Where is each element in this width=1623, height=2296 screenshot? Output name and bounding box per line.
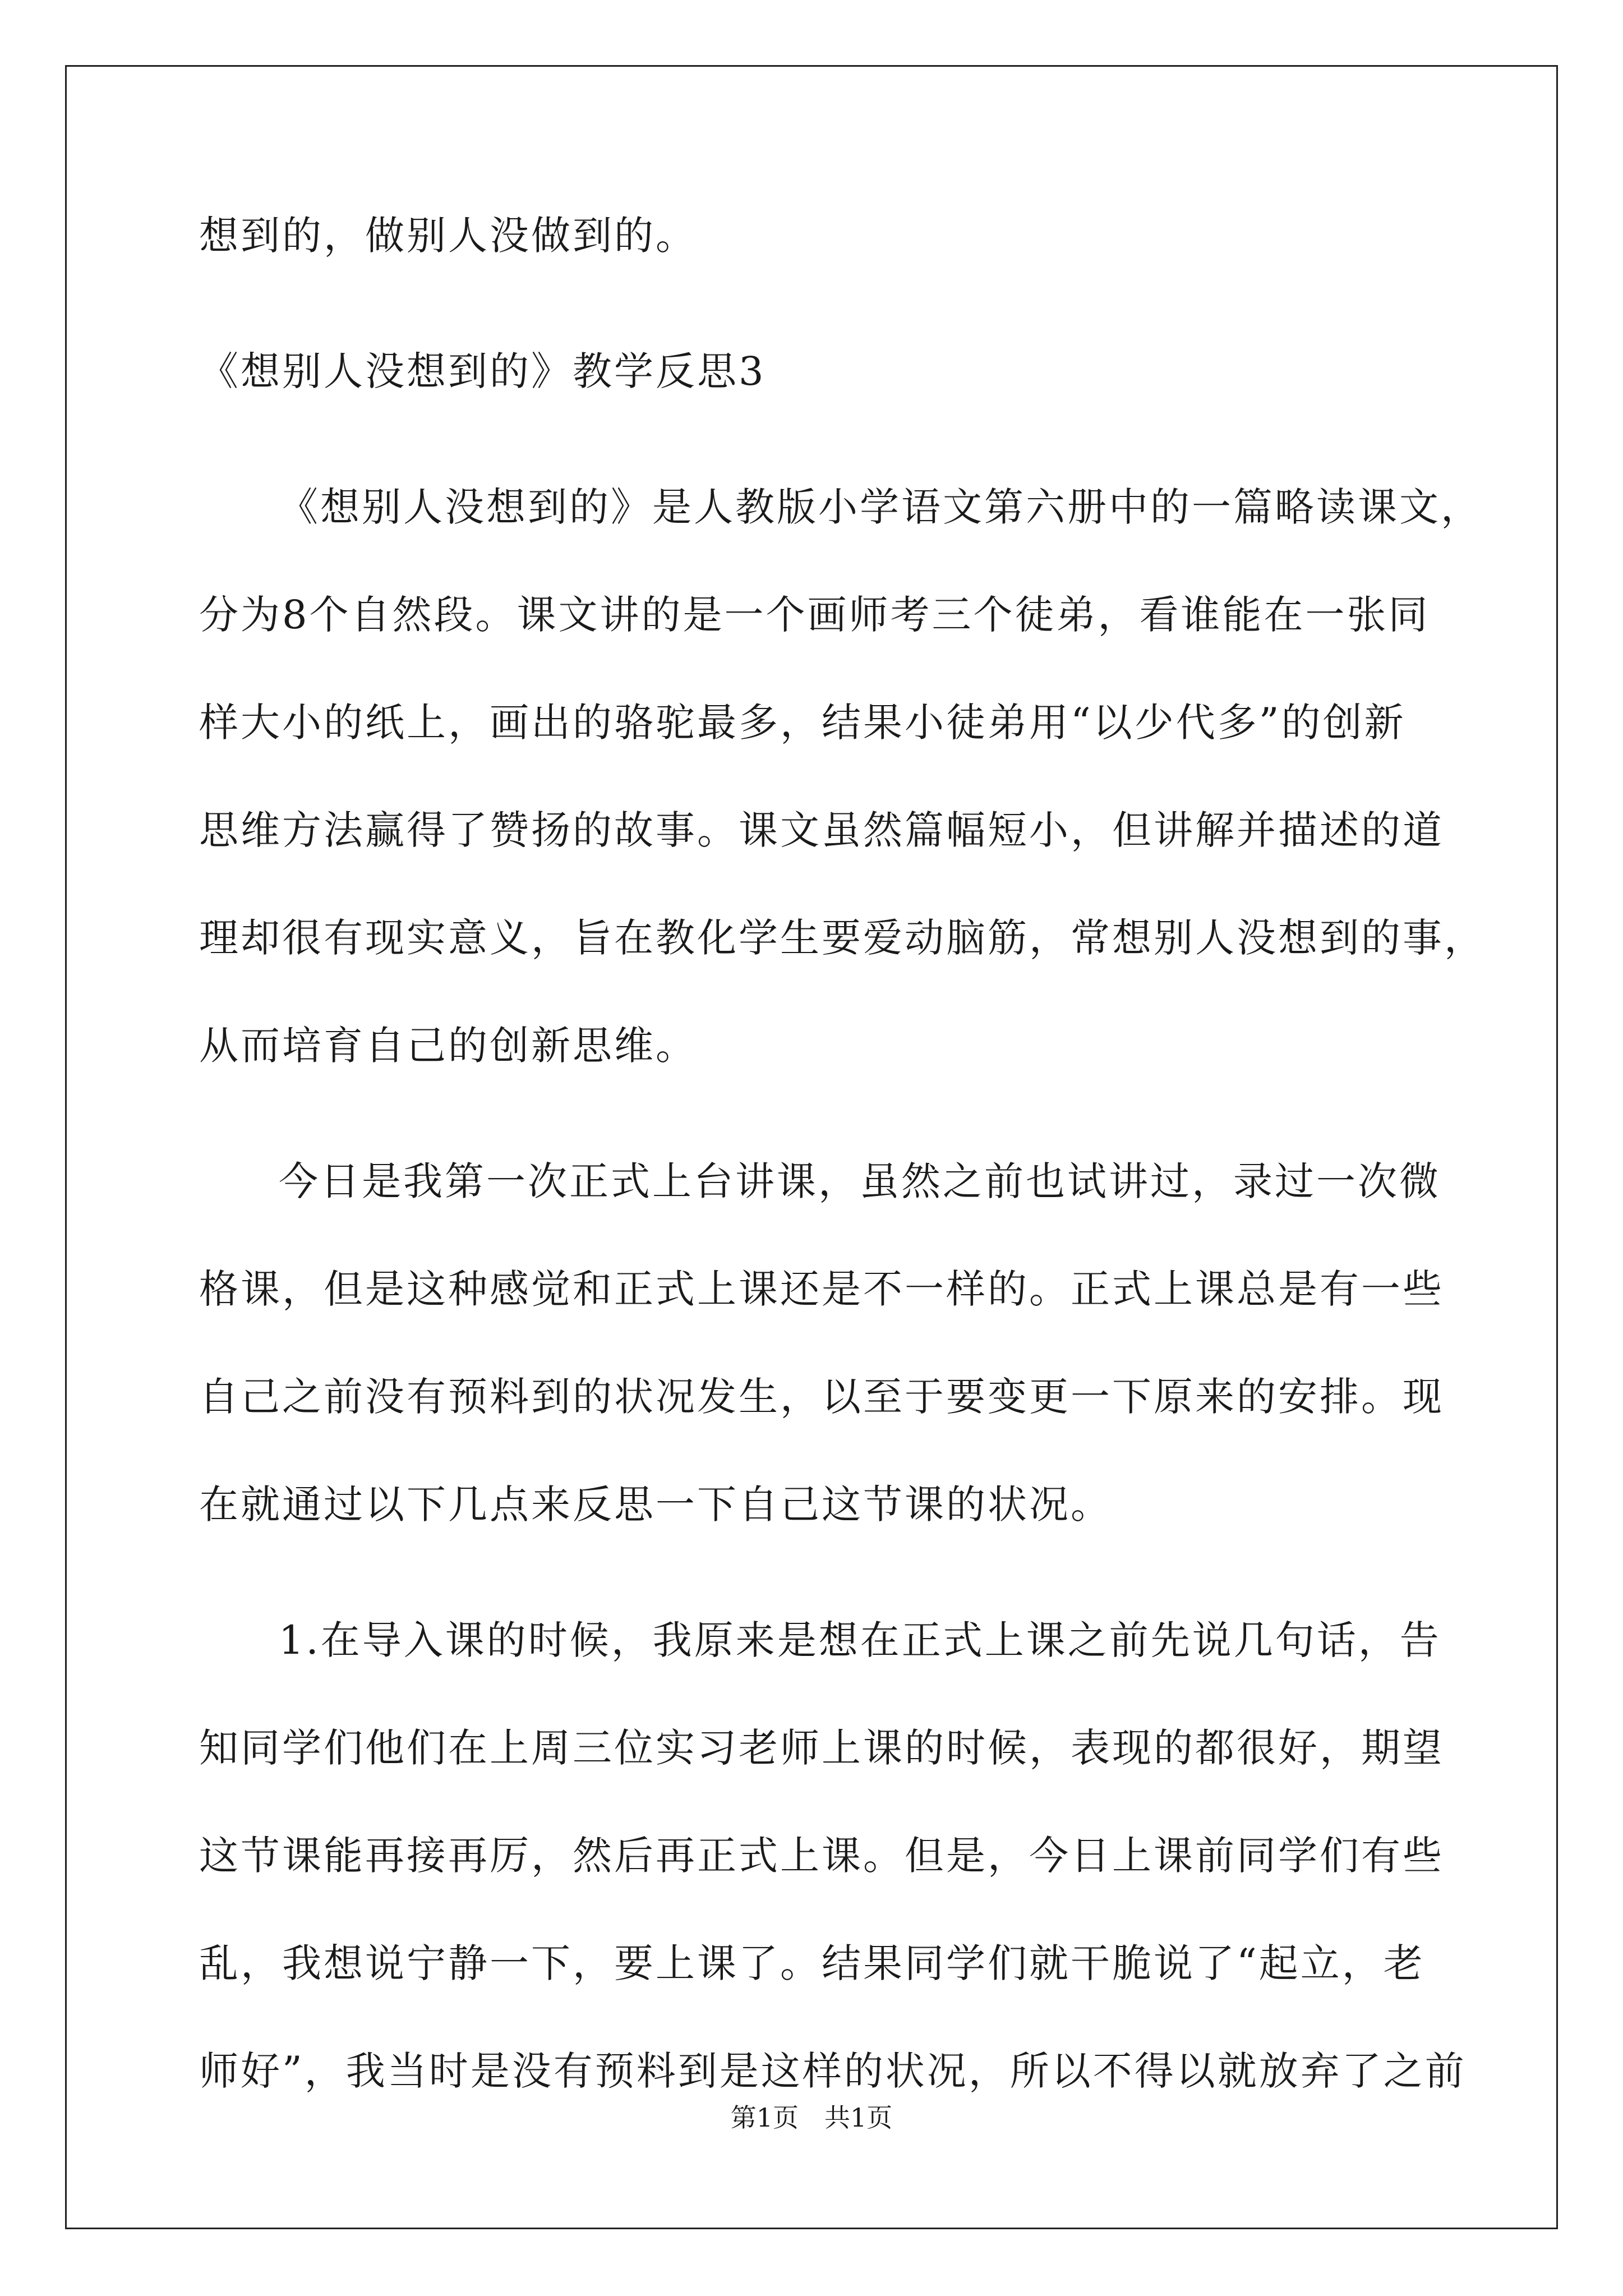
text-line: 从而培育自己的创新思维。: [199, 1023, 697, 1069]
text-line: 格课，但是这种感觉和正式上课还是不一样的。正式上课总是有一些: [199, 1266, 1444, 1312]
text-line: 《想别人没想到的》是人教版小学语文第六册中的一篇略读课文，: [279, 484, 1482, 530]
page-footer: 第1页 共1页: [730, 2102, 893, 2133]
text-line: 理却很有现实意义，旨在教化学生要爱动脑筋，常想别人没想到的事，: [199, 915, 1486, 961]
text-line: 师好”，我当时是没有预料到是这样的状况，所以不得以就放弃了之前: [199, 2048, 1467, 2094]
text-line: 分为8个自然段。课文讲的是一个画师考三个徒弟，看谁能在一张同: [199, 592, 1430, 638]
text-line: 在就通过以下几点来反思一下自己这节课的状况。: [199, 1481, 1112, 1527]
document-body: [199, 208, 1486, 2151]
text-line: 思维方法赢得了赞扬的故事。课文虽然篇幅短小，但讲解并描述的道: [199, 807, 1444, 853]
text-line: 样大小的纸上，画出的骆驼最多，结果小徒弟用“以少代多”的创新: [199, 700, 1406, 746]
text-line: 知同学们他们在上周三位实习老师上课的时候，表现的都很好，期望: [199, 1725, 1444, 1771]
text-line: 1.在导入课的时候，我原来是想在正式上课之前先说几句话，告: [279, 1617, 1441, 1663]
text-line: 今日是我第一次正式上台讲课，虽然之前也试讲过，录过一次微: [279, 1158, 1441, 1204]
text-line: 自己之前没有预料到的状况发生，以至于要变更一下原来的安排。现: [199, 1374, 1444, 1420]
text-line: 想到的，做别人没做到的。: [199, 213, 697, 259]
text-line: 这节课能再接再厉，然后再正式上课。但是，今日上课前同学们有些: [199, 1833, 1444, 1879]
text-line: 《想别人没想到的》教学反思3: [199, 348, 766, 394]
text-line: 乱，我想说宁静一下，要上课了。结果同学们就干脆说了“起立，老: [199, 1940, 1425, 1986]
